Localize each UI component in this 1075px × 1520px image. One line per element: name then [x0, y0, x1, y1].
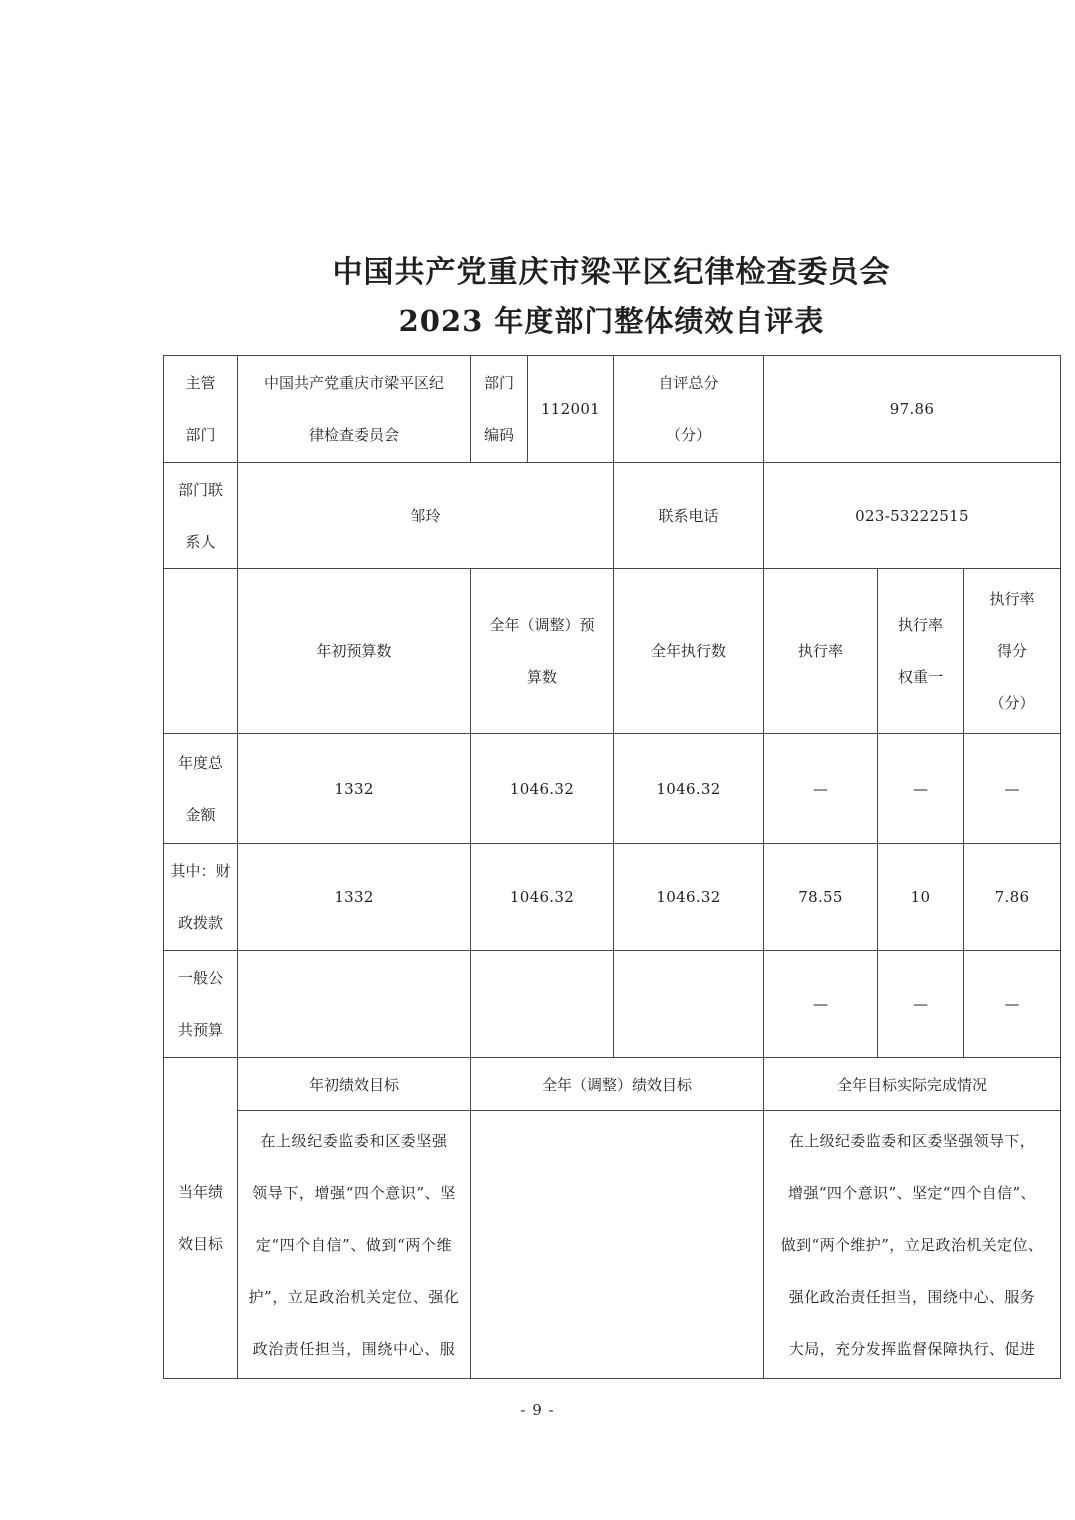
self-score-label-cell: 自评总分 （分） — [614, 356, 764, 463]
dept-code-label-cell: 部门 编码 — [471, 356, 528, 463]
general-public-score-cell: — — [964, 951, 1061, 1058]
fiscal-allocation-score-cell: 7.86 — [964, 844, 1061, 951]
page-title-line2: 2023 年度部门整体绩效自评表 — [398, 304, 825, 338]
budget-header-empty-cell — [164, 569, 238, 734]
row-goals-content — [164, 1111, 1061, 1379]
annual-total-rate-cell: — — [764, 734, 878, 844]
fiscal-allocation-executed-cell: 1046.32 — [614, 844, 764, 951]
col-rate-score-header: 执行率 得分 （分） — [964, 569, 1061, 734]
general-public-label-cell: 一般公 共预算 — [164, 951, 238, 1058]
supervisor-name-cell: 中国共产党重庆市梁平区纪 律检查委员会 — [238, 356, 471, 463]
col-initial-budget-header: 年初预算数 — [238, 569, 471, 734]
row-contact — [164, 463, 1061, 569]
fiscal-allocation-weight-cell: 10 — [878, 844, 964, 951]
phone-value-cell: 023-53222515 — [764, 463, 1061, 569]
goals-row-label-cell: 当年绩 效目标 — [164, 1058, 238, 1379]
annual-total-label-cell: 年度总 金额 — [164, 734, 238, 844]
fiscal-allocation-label-cell: 其中：财 政拨款 — [164, 844, 238, 951]
general-public-weight-cell: — — [878, 951, 964, 1058]
contact-label-cell: 部门联 系人 — [164, 463, 238, 569]
fiscal-allocation-initial-cell: 1332 — [238, 844, 471, 951]
self-score-value-cell: 97.86 — [764, 356, 1061, 463]
row-supervisor — [164, 356, 1061, 463]
col-rate-weight-header: 执行率 权重一 — [878, 569, 964, 734]
row-budget-header — [164, 569, 1061, 734]
goals-initial-content-cell: 在上级纪委监委和区委坚强 领导下，增强“四个意识”、坚 定“四个自信”、做到“两个维 护”，立足政治机关定位、强化 政治责任担当，围绕中心、服 — [238, 1111, 471, 1379]
dept-code-value-cell: 112001 — [528, 356, 614, 463]
row-goals-header — [164, 1058, 1061, 1111]
annual-total-executed-cell: 1046.32 — [614, 734, 764, 844]
annual-total-adjusted-cell: 1046.32 — [471, 734, 614, 844]
general-public-rate-cell: — — [764, 951, 878, 1058]
row-general-public-budget — [164, 951, 1061, 1058]
general-public-executed-cell — [614, 951, 764, 1058]
row-fiscal-allocation — [164, 844, 1061, 951]
col-adjusted-budget-header: 全年（调整）预 算数 — [471, 569, 614, 734]
fiscal-allocation-rate-cell: 78.55 — [764, 844, 878, 951]
row-annual-total — [164, 734, 1061, 844]
contact-name-cell: 邹玲 — [238, 463, 614, 569]
goals-adjusted-header-cell: 全年（调整）绩效目标 — [471, 1058, 764, 1111]
self-evaluation-table — [163, 355, 1061, 1379]
fiscal-allocation-adjusted-cell: 1046.32 — [471, 844, 614, 951]
goals-actual-header-cell: 全年目标实际完成情况 — [764, 1058, 1061, 1111]
goals-actual-content-cell: 在上级纪委监委和区委坚强领导下， 增强“四个意识”、坚定“四个自信”、 做到“两个维护”，立足政治机关定位、 强化政治责任担当，围绕中心、服务 大局，充分发挥监督保障执行、促进 — [764, 1111, 1061, 1379]
page-title-line1: 中国共产党重庆市梁平区纪律检查委员会 — [332, 255, 891, 290]
col-executed-header: 全年执行数 — [614, 569, 764, 734]
supervisor-label-cell: 主管 部门 — [164, 356, 238, 463]
annual-total-initial-cell: 1332 — [238, 734, 471, 844]
phone-label-cell: 联系电话 — [614, 463, 764, 569]
goals-initial-header-cell: 年初绩效目标 — [238, 1058, 471, 1111]
general-public-adjusted-cell — [471, 951, 614, 1058]
general-public-initial-cell — [238, 951, 471, 1058]
col-rate-header: 执行率 — [764, 569, 878, 734]
goals-adjusted-content-cell — [471, 1111, 764, 1379]
page-number: - 9 - — [520, 1401, 555, 1419]
annual-total-score-cell: — — [964, 734, 1061, 844]
annual-total-weight-cell: — — [878, 734, 964, 844]
